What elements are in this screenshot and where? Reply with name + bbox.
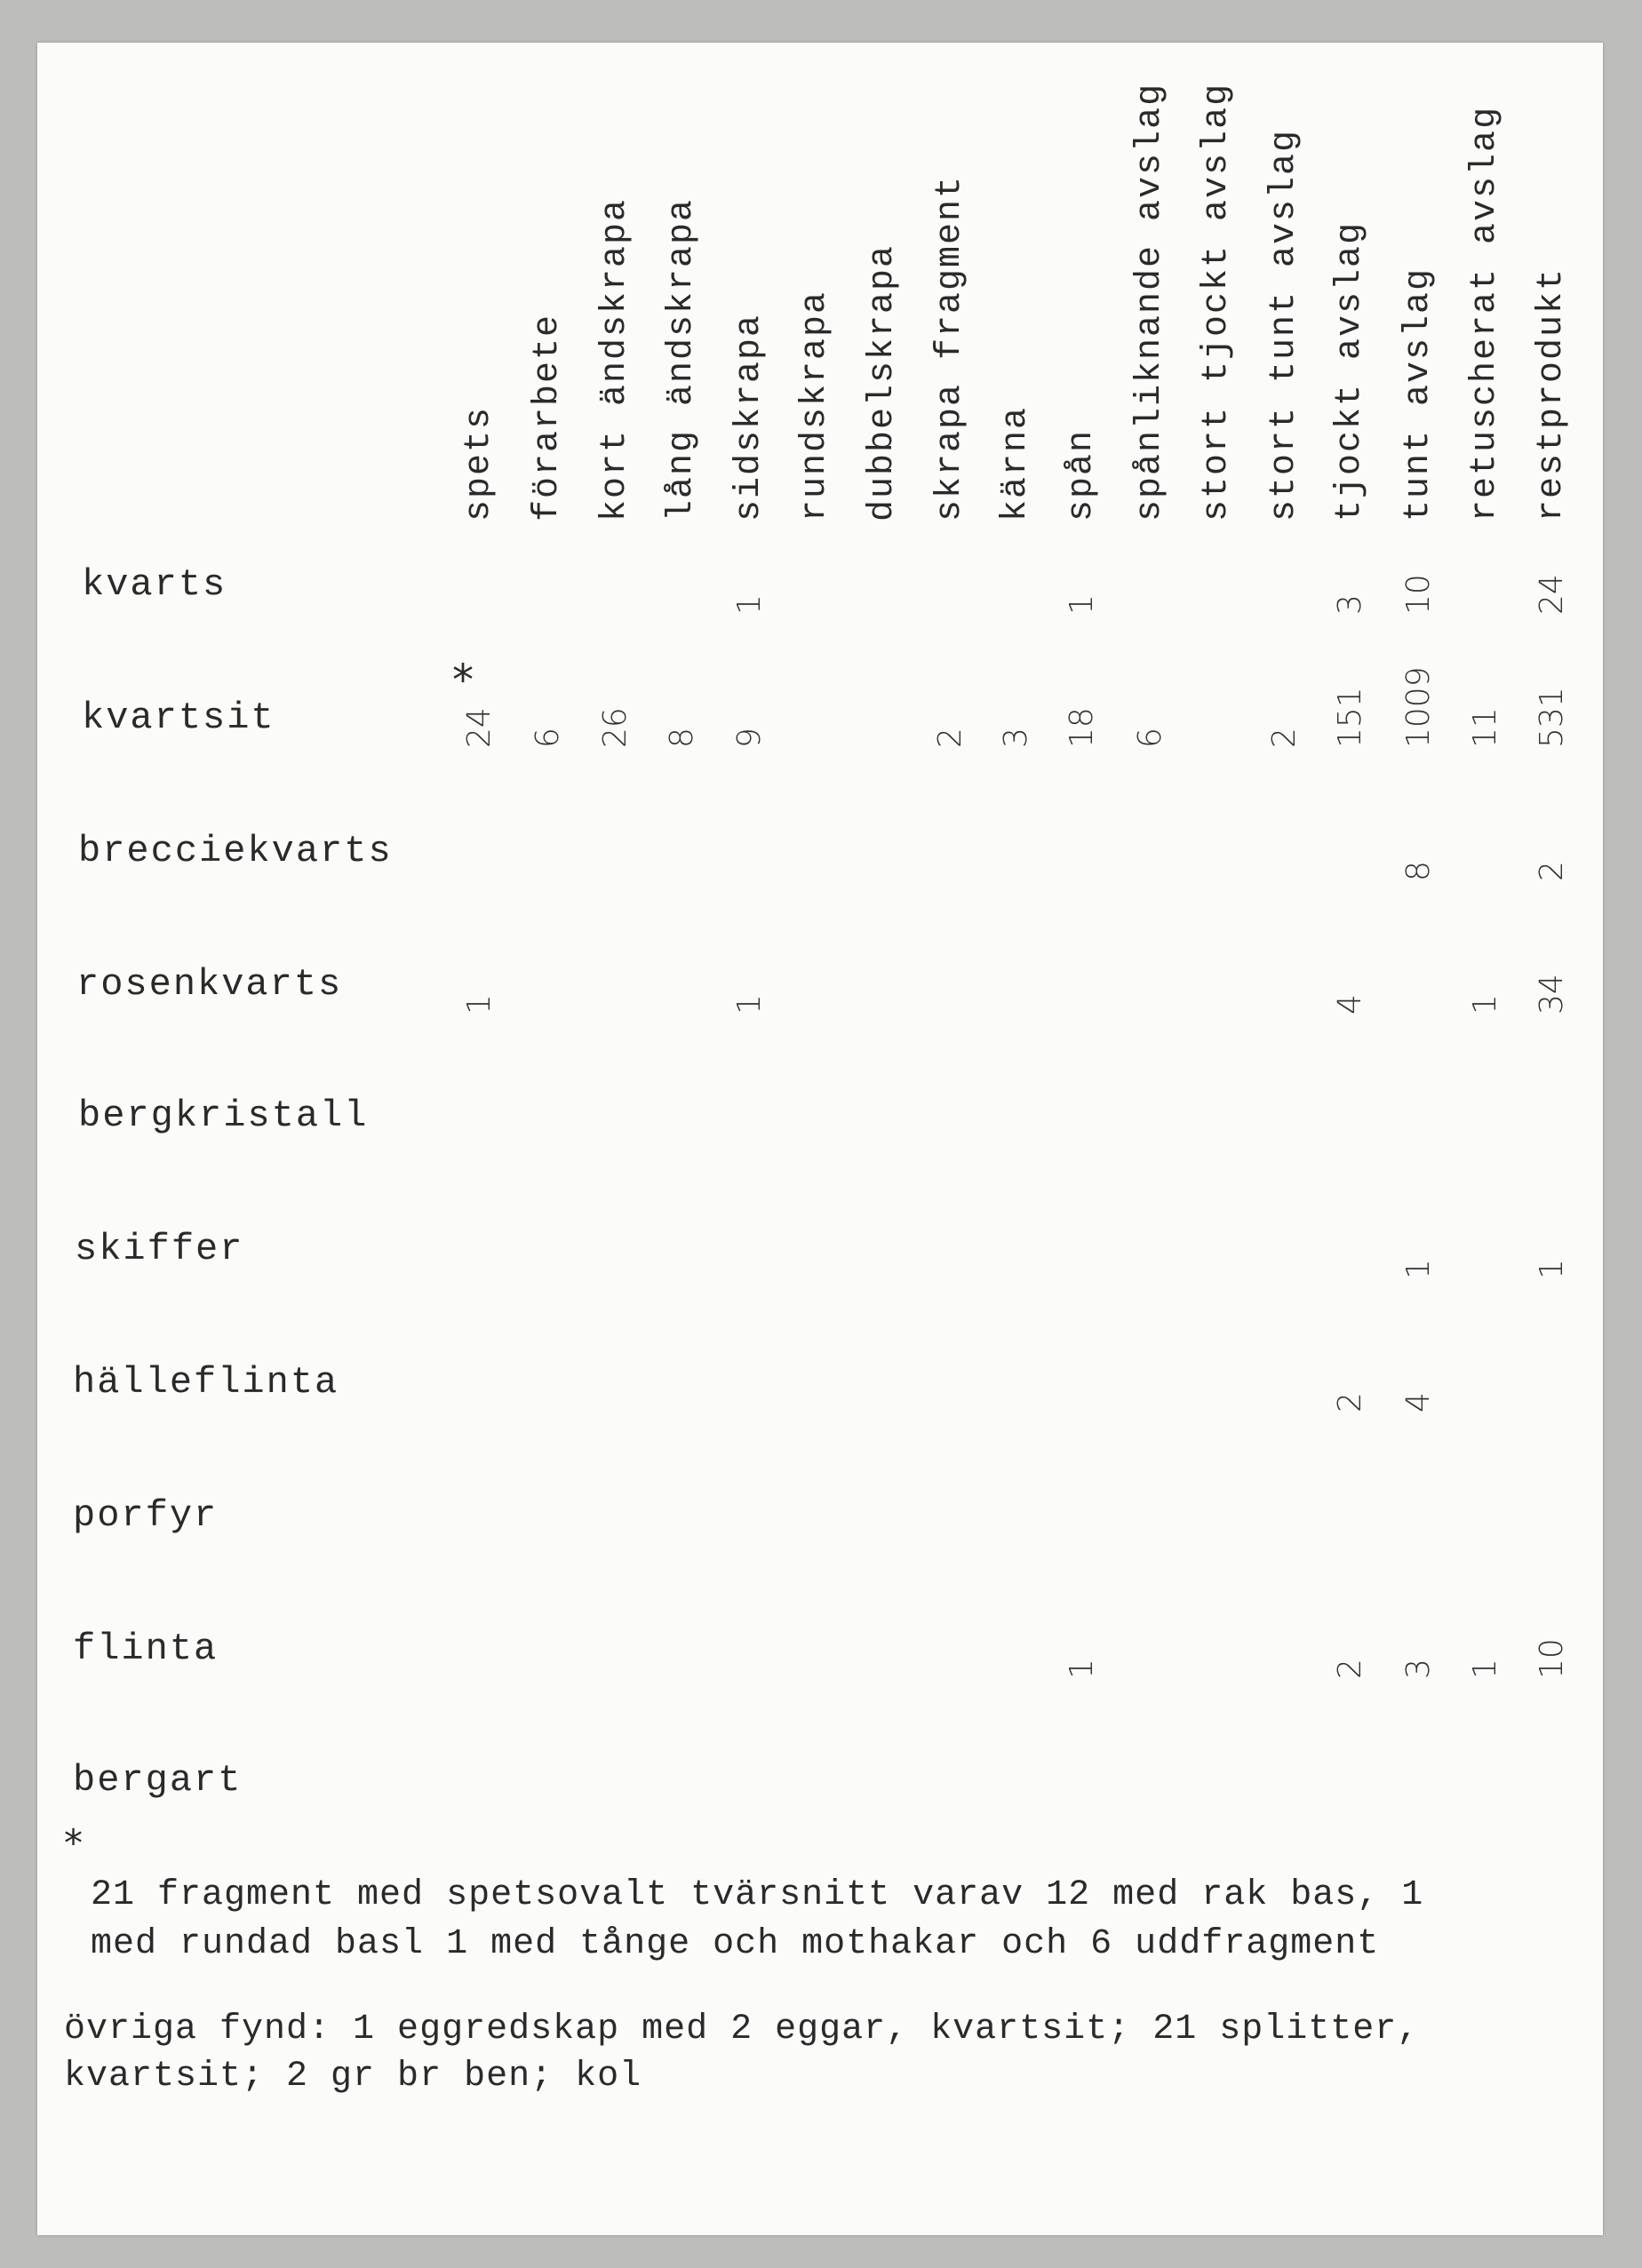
table-cell: 2	[1332, 1392, 1368, 1413]
column-header: rundskrapa	[795, 290, 835, 521]
column-header: stort tunt avslag	[1264, 128, 1304, 521]
table-cell: 1	[731, 994, 768, 1015]
row-label: kvartsit	[82, 696, 275, 739]
table-cell: 26	[597, 707, 634, 748]
table-cell: 1	[1400, 1259, 1437, 1279]
table-cell: 3	[1332, 594, 1368, 615]
other-finds-line-2: kvartsit; 2 gr br ben; kol	[64, 2057, 642, 2097]
row-label: bergart	[73, 1759, 243, 1802]
row-label: bergkristall	[78, 1094, 369, 1137]
column-header: lång ändskrapa	[662, 197, 702, 521]
table-cell: 8	[664, 728, 700, 748]
column-header: kort ändskrapa	[595, 197, 635, 521]
row-label: rosenkvarts	[76, 963, 343, 1006]
table-cell: 1	[1467, 994, 1503, 1015]
table-cell: 531	[1534, 687, 1570, 748]
asterisk-marker: *	[452, 656, 474, 705]
table-cell: 24	[461, 707, 498, 748]
table-cell: 11	[1467, 707, 1503, 748]
column-header: tjockt avslag	[1330, 220, 1370, 521]
table-cell: 1	[1064, 594, 1100, 615]
table-cell: 10	[1534, 1638, 1570, 1679]
column-header: kärna	[996, 405, 1036, 521]
table-cell: 10	[1400, 574, 1437, 615]
table-cell: 1	[731, 594, 768, 615]
column-header: spån	[1062, 428, 1102, 521]
table-cell: 24	[1534, 574, 1570, 615]
table-cell: 4	[1400, 1392, 1437, 1413]
row-label: hälleflinta	[73, 1361, 339, 1404]
table-cell: 8	[1400, 861, 1437, 881]
row-label: kvarts	[82, 563, 227, 606]
row-label: brecciekvarts	[78, 830, 393, 872]
table-cell: 2	[1332, 1659, 1368, 1679]
column-header: spets	[459, 405, 499, 521]
other-finds-line-1: övriga fynd: 1 eggredskap med 2 eggar, kvartsit; 21 splitter,	[64, 2009, 1420, 2049]
table-cell: 3	[998, 728, 1034, 748]
table-cell: 151	[1332, 687, 1368, 748]
table-cell: 3	[1400, 1659, 1437, 1679]
table-cell: 34	[1534, 974, 1570, 1015]
row-label: porfyr	[73, 1494, 219, 1537]
table-cell: 6	[530, 728, 566, 748]
column-header: sidskrapa	[729, 313, 769, 521]
column-header: spånliknande avslag	[1130, 82, 1170, 521]
footnote-line-2: med rundad basl 1 med tånge och mothakar och 6 uddfragment	[91, 1924, 1380, 1964]
table-cell: 9	[731, 728, 768, 748]
column-header: skrapa fragment	[930, 174, 970, 521]
footnote-asterisk: *	[64, 1821, 83, 1865]
table-cell: 4	[1332, 994, 1368, 1015]
table-cell: 1	[1064, 1659, 1100, 1679]
table-cell: 1009	[1400, 666, 1437, 748]
table-cell: 2	[1534, 861, 1570, 881]
table-cell: 1	[461, 994, 498, 1015]
row-label: skiffer	[75, 1228, 244, 1270]
column-header: dubbelskrapa	[863, 243, 903, 521]
column-header: retuscherat avslag	[1465, 105, 1505, 521]
table-cell: 1	[1534, 1259, 1570, 1279]
footnote-line-1: 21 fragment med spetsovalt tvärsnitt varav 12 med rak bas, 1	[91, 1875, 1424, 1915]
document-sheet	[37, 43, 1603, 2235]
table-cell: 2	[932, 728, 968, 748]
table-cell: 1	[1467, 1659, 1503, 1679]
table-cell: 2	[1266, 728, 1303, 748]
column-header: stort tjockt avslag	[1197, 82, 1237, 521]
column-header: restprodukt	[1532, 267, 1572, 521]
column-header: tunt avslag	[1399, 267, 1439, 521]
row-label: flinta	[73, 1627, 219, 1670]
table-cell: 6	[1132, 728, 1168, 748]
table-cell: 18	[1064, 707, 1100, 748]
column-header: förarbete	[528, 313, 568, 521]
